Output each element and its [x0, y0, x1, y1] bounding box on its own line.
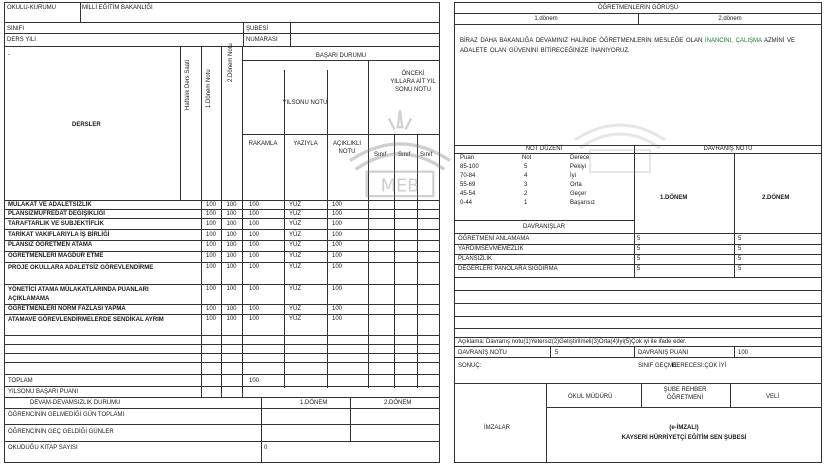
- school-label: OKULU-KURUMU: [7, 5, 57, 11]
- term2-note-header: 2.Dönem Notu: [228, 43, 234, 82]
- scale-grade: 4: [524, 173, 528, 179]
- behavior-note-label: DAVRANIŞ NOTU: [458, 350, 507, 356]
- behaviors-title: DAVRANIŞLAR: [523, 224, 565, 230]
- attendance-term2: 2.DÖNEM: [384, 400, 412, 406]
- explained-grade: 100: [331, 286, 342, 292]
- subject-name: PLANSIZ ÖĞRETMEN ATAMA: [8, 242, 93, 248]
- subject-name: ATAMAVE GÖREVLENDİRMELERDE SENDİKAL AYRIM: [8, 317, 164, 323]
- scale-grade: 5: [524, 164, 528, 170]
- subject-name: YÖNETİCİ ATAMA MÜLAKATLARINDA PUANLARI AÇIKLAMAMA: [8, 287, 149, 302]
- subject-name: TARAFTARLIK VE SUBJEKTİFLİK: [8, 221, 104, 227]
- teacher-opinion-text: BİRAZ DAHA BAKANLIĞA DEVAMINIZ HALİNDE ÖĞRETMENLERİN MESLEĞE OLAN İNANCINI, ÇALIŞMA AZMİNİ VE ADALETE OLAN GÜVENİNİ BİTİRECEĞİNİZE İNANIYORUZ.: [460, 38, 795, 54]
- attendance-term1: 1.DÖNEM: [300, 400, 328, 406]
- written-grade: YÜZ: [289, 264, 301, 270]
- numeric-grade: 100: [248, 242, 259, 248]
- absent-days-label: ÖĞRENCİNİN GELMEDİĞİ GÜN TOPLAMI: [8, 412, 125, 418]
- behavior-t1: 5: [637, 266, 641, 272]
- dash-mark: -: [8, 52, 10, 58]
- term1-grade: 100: [205, 232, 216, 238]
- written-grade: YÜZ: [289, 232, 301, 238]
- weekly-hours-header: Haftalık Ders Saati: [185, 59, 191, 110]
- explained-grade: 100: [331, 211, 342, 217]
- explained-grade: 100: [331, 202, 342, 208]
- term1-grade: 100: [205, 202, 216, 208]
- behavior-name: PLANSIZLIK: [458, 256, 493, 262]
- ministry-name: MİLLİ EĞİTİM BAKANLIĞI: [82, 5, 153, 11]
- principal-label: OKUL MÜDÜRÜ: [568, 394, 613, 400]
- term1-grade: 100: [205, 242, 216, 248]
- previous-years-header: ÖNCEKİ YILLARA AİT YIL SONU NOTU: [390, 71, 436, 93]
- result-label: SONUÇ:: [458, 363, 482, 369]
- meb-emblem: [330, 105, 473, 206]
- scale-grade: 3: [524, 182, 528, 188]
- explained-grade: 100: [331, 232, 342, 238]
- behavior-t2: 5: [738, 256, 742, 262]
- written-grade: YÜZ: [289, 286, 301, 292]
- term1-note-header: 1.Dönem Notu: [206, 69, 212, 108]
- term2-grade: 100: [226, 316, 237, 322]
- class-col-3: Sınıf: [420, 152, 433, 158]
- written-grade: YÜZ: [289, 242, 301, 248]
- subject-name: ÖĞRETMENLERİ MAĞDUR ETME: [8, 253, 104, 259]
- opinion-term2: 2.dönem: [718, 16, 742, 22]
- explained-grade: 100: [331, 253, 342, 259]
- written-grade: YÜZ: [289, 316, 301, 322]
- numeric-grade: 100: [248, 211, 259, 217]
- behavior-explanation: Açıklama: Davranış notu(1)Yetersiz(2)Geliştirilmeli(3)Orta(4)İyi(5)Çok iyi ile ifade eder.: [458, 339, 687, 345]
- late-days-label: ÖĞRENCİNİN GEÇ GELDİĞİ GÜNLER: [8, 429, 114, 435]
- scale-points: 0-44: [460, 200, 473, 206]
- behavior-t1: 5: [637, 256, 641, 262]
- scale-degree: Pekiyi: [570, 164, 587, 170]
- numeric-grade: 100: [248, 286, 259, 292]
- success-status-header: BAŞARI DURUMU: [315, 53, 367, 59]
- teacher-opinion-title: ÖĞRETMENLERİN GÖRÜŞÜ: [597, 5, 679, 11]
- written-grade: YÜZ: [289, 253, 301, 259]
- scale-degree: Başarısız: [570, 200, 596, 206]
- behavior-t1: 5: [637, 236, 641, 242]
- scale-grade: 2: [524, 191, 528, 197]
- subject-name: ÖĞRETMENLERİ NORM FAZLASI YAPMA: [8, 306, 126, 312]
- behavior-t2: 5: [738, 236, 742, 242]
- class-teacher-label: ŞUBE REHBER ÖĞRETMENİ: [663, 387, 707, 401]
- scale-degree-header: Derece: [570, 155, 590, 161]
- signatures-title: İMZALAR: [484, 425, 511, 431]
- term1-grade: 100: [205, 264, 216, 270]
- explained-grade: 100: [331, 242, 342, 248]
- term2-grade: 100: [226, 264, 237, 270]
- attendance-label: DEVAM-DEVAMSIZLIK DURUMU: [30, 400, 121, 406]
- branch-label: ŞUBESİ: [246, 26, 269, 32]
- term2-grade: 100: [226, 232, 237, 238]
- parent-label: VELİ: [766, 394, 780, 400]
- term1-grade: 100: [205, 316, 216, 322]
- scale-points: 70-84: [460, 173, 476, 179]
- subjects-header: DERSLER: [72, 122, 101, 128]
- behavior-term1: 1.DÖNEM: [660, 195, 688, 201]
- subject-name: MÜLAKAT VE ADALETSİZLİK: [8, 202, 92, 208]
- opinion-term1: 1.dönem: [534, 16, 558, 22]
- class-label: SINIFI: [7, 26, 25, 32]
- written-header: YAZIYLA: [293, 141, 318, 147]
- books-read-label: OKUDUĞU KİTAP SAYISI: [8, 445, 78, 451]
- e-signed-label: (e-İMZALI): [669, 425, 699, 431]
- behavior-points-label: DAVRANIŞ PUANI: [638, 350, 689, 356]
- numeric-grade: 100: [248, 264, 259, 270]
- year-end-avg-label: YILSONU BAŞARI PUANI: [8, 389, 79, 395]
- books-read-value: 0: [264, 445, 268, 451]
- numeric-grade: 100: [248, 306, 259, 312]
- numeric-grade: 100: [248, 316, 259, 322]
- numeric-header: RAKAMLA: [248, 141, 278, 147]
- explained-grade: 100: [331, 264, 342, 270]
- term1-grade: 100: [205, 286, 216, 292]
- behavior-t2: 5: [738, 246, 742, 252]
- behavior-name: DEĞERLERİ PANOLARA SIĞDIRMA: [458, 266, 558, 272]
- pass-value: DERECESİ:ÇOK İYİ: [672, 363, 727, 369]
- term2-grade: 100: [226, 253, 237, 259]
- written-grade: YÜZ: [289, 306, 301, 312]
- numeric-grade: 100: [248, 221, 259, 227]
- behavior-points-value: 100: [738, 350, 749, 356]
- behavior-name: YARDIMSEVMEMEZLİK: [458, 246, 524, 252]
- meb-emblem-right: [560, 90, 680, 180]
- term2-grade: 100: [226, 286, 237, 292]
- subject-name: TARİKAT VAKIFLARIYLA İŞ BİRLİĞİ: [8, 232, 110, 238]
- written-grade: YÜZ: [289, 211, 301, 217]
- term1-grade: 100: [205, 306, 216, 312]
- total-value: 100: [248, 378, 259, 384]
- term2-grade: 100: [226, 221, 237, 227]
- explained-grade: 100: [331, 316, 342, 322]
- scale-points-header: Puan: [460, 155, 475, 161]
- behavior-term2: 2.DÖNEM: [762, 195, 790, 201]
- year-label: DERS YILI: [7, 37, 36, 43]
- scale-points: 45-54: [460, 191, 476, 197]
- behavior-t2: 5: [738, 266, 742, 272]
- term2-grade: 100: [226, 306, 237, 312]
- term1-grade: 100: [205, 221, 216, 227]
- numeric-grade: 100: [248, 202, 259, 208]
- numeric-grade: 100: [248, 232, 259, 238]
- scale-points: 85-100: [460, 164, 479, 170]
- year-end-note-header: YILSONU NOTU: [282, 100, 328, 106]
- scale-grade: 1: [524, 200, 528, 206]
- pass-label: SINIF GEÇME: [638, 363, 678, 369]
- number-label: NUMARASI: [246, 37, 278, 43]
- subject-name: PROJE OKULLARA ADALETSİZ GÖREVLENDİRME: [8, 265, 154, 271]
- scale-points: 55-69: [460, 182, 476, 188]
- subject-name: PLANSIZMÜFREDAT DEĞİŞİKLİĞİ: [8, 211, 105, 217]
- grade-scale-title: NOT DÜZENİ: [525, 146, 563, 152]
- class-col-2: Sınıf: [398, 152, 411, 158]
- scale-grade-header: Not: [522, 155, 532, 161]
- written-grade: YÜZ: [289, 202, 301, 208]
- explained-header: AÇIKLIKLI NOTU: [332, 141, 361, 155]
- scale-degree: Geçer: [570, 191, 587, 197]
- union-name: KAYSERİ HÜRRİYETÇİ EĞİTİM SEN ŞUBESİ: [621, 435, 747, 441]
- behavior-note-value: 5: [555, 350, 559, 356]
- explained-grade: 100: [331, 306, 342, 312]
- behavior-t1: 5: [637, 246, 641, 252]
- explained-grade: 100: [331, 221, 342, 227]
- written-grade: YÜZ: [289, 221, 301, 227]
- term2-grade: 100: [226, 242, 237, 248]
- term2-grade: 100: [226, 211, 237, 217]
- term1-grade: 100: [205, 253, 216, 259]
- behavior-name: ÖĞRETMENİ ANLAMAMA: [458, 236, 530, 242]
- numeric-grade: 100: [248, 253, 259, 259]
- watermark-text: MEB: [380, 176, 420, 197]
- term2-grade: 100: [226, 202, 237, 208]
- scale-degree: Orta: [570, 182, 582, 188]
- behavior-note-title: DAVRANIŞ NOTU: [703, 146, 753, 152]
- total-label: TOPLAM: [8, 378, 33, 384]
- class-col-1: Sınıf: [374, 152, 387, 158]
- scale-degree: İyi: [570, 173, 576, 179]
- term1-grade: 100: [205, 211, 216, 217]
